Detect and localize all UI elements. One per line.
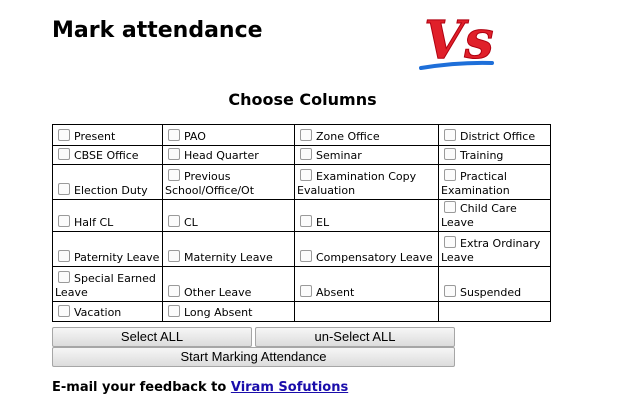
column-checkbox[interactable] bbox=[168, 148, 180, 160]
column-label: Practical Examination bbox=[441, 170, 510, 197]
column-cell bbox=[295, 232, 439, 267]
column-cell bbox=[439, 125, 551, 146]
column-cell bbox=[295, 267, 439, 302]
columns-row bbox=[53, 267, 551, 302]
column-label: Maternity Leave bbox=[184, 251, 273, 264]
vs-logo bbox=[418, 8, 498, 72]
columns-row bbox=[53, 200, 551, 232]
column-label: Election Duty bbox=[74, 184, 148, 197]
page-title: Mark attendance bbox=[52, 18, 263, 43]
column-cell bbox=[163, 146, 295, 165]
columns-row bbox=[53, 302, 551, 322]
column-cell bbox=[295, 125, 439, 146]
column-label: Extra Ordinary Leave bbox=[441, 237, 541, 264]
column-label: Long Absent bbox=[184, 306, 253, 319]
column-label: Half CL bbox=[74, 216, 114, 229]
column-checkbox[interactable] bbox=[58, 148, 70, 160]
column-checkbox[interactable] bbox=[58, 250, 70, 262]
column-checkbox[interactable] bbox=[300, 250, 312, 262]
column-cell bbox=[439, 165, 551, 200]
column-cell bbox=[53, 125, 163, 146]
column-checkbox[interactable] bbox=[300, 215, 312, 227]
column-cell bbox=[295, 146, 439, 165]
column-label: Absent bbox=[316, 286, 355, 299]
column-label: Child Care Leave bbox=[441, 202, 517, 229]
start-marking-button[interactable]: Start Marking Attendance bbox=[52, 347, 455, 367]
column-checkbox[interactable] bbox=[444, 285, 456, 297]
column-checkbox[interactable] bbox=[444, 129, 456, 141]
column-cell bbox=[53, 165, 163, 200]
column-label: Head Quarter bbox=[184, 149, 259, 162]
column-label: District Office bbox=[460, 130, 536, 143]
column-cell bbox=[439, 200, 551, 232]
column-checkbox[interactable] bbox=[444, 148, 456, 160]
column-label: Present bbox=[74, 130, 116, 143]
column-cell bbox=[439, 146, 551, 165]
column-checkbox[interactable] bbox=[168, 285, 180, 297]
column-label: Vacation bbox=[74, 306, 122, 319]
column-cell bbox=[163, 165, 295, 200]
column-checkbox[interactable] bbox=[444, 201, 456, 213]
column-checkbox[interactable] bbox=[58, 305, 70, 317]
column-cell bbox=[295, 302, 439, 322]
column-label: CBSE Office bbox=[74, 149, 139, 162]
column-checkbox[interactable] bbox=[300, 169, 312, 181]
column-checkbox[interactable] bbox=[58, 271, 70, 283]
column-cell bbox=[439, 302, 551, 322]
column-cell bbox=[163, 232, 295, 267]
column-label: Zone Office bbox=[316, 130, 380, 143]
column-checkbox[interactable] bbox=[168, 215, 180, 227]
column-checkbox[interactable] bbox=[58, 129, 70, 141]
feedback-text: E-mail your feedback to bbox=[52, 380, 231, 395]
columns-row bbox=[53, 146, 551, 165]
column-checkbox[interactable] bbox=[168, 250, 180, 262]
column-cell bbox=[295, 165, 439, 200]
column-label: CL bbox=[184, 216, 198, 229]
column-cell bbox=[163, 302, 295, 322]
column-label: Previous School/Office/Ot bbox=[165, 170, 255, 197]
column-cell bbox=[439, 267, 551, 302]
choose-columns-heading: Choose Columns bbox=[228, 90, 377, 109]
column-checkbox[interactable] bbox=[58, 215, 70, 227]
columns-row bbox=[53, 232, 551, 267]
columns-table bbox=[52, 124, 551, 322]
columns-row bbox=[53, 165, 551, 200]
column-checkbox[interactable] bbox=[168, 169, 180, 181]
feedback-line bbox=[52, 380, 348, 395]
column-label: PAO bbox=[184, 130, 206, 143]
feedback-link[interactable]: Viram Sofutions bbox=[230, 380, 349, 395]
column-cell bbox=[163, 267, 295, 302]
column-label: Seminar bbox=[316, 149, 362, 162]
select-all-button[interactable]: Select ALL bbox=[52, 327, 252, 347]
column-cell bbox=[439, 232, 551, 267]
column-label: Training bbox=[460, 149, 504, 162]
column-cell bbox=[53, 302, 163, 322]
column-checkbox[interactable] bbox=[444, 169, 456, 181]
column-label: EL bbox=[316, 216, 330, 229]
column-checkbox[interactable] bbox=[58, 183, 70, 195]
column-checkbox[interactable] bbox=[168, 129, 180, 141]
column-label: Other Leave bbox=[184, 286, 252, 299]
column-cell bbox=[53, 146, 163, 165]
column-cell bbox=[53, 200, 163, 232]
unselect-all-button[interactable]: un-Select ALL bbox=[255, 327, 455, 347]
column-label: Paternity Leave bbox=[74, 251, 160, 264]
column-label: Special Earned Leave bbox=[55, 272, 156, 299]
logo-text: Vs bbox=[424, 10, 494, 71]
column-checkbox[interactable] bbox=[300, 129, 312, 141]
column-cell bbox=[53, 267, 163, 302]
column-checkbox[interactable] bbox=[444, 236, 456, 248]
column-checkbox[interactable] bbox=[300, 285, 312, 297]
columns-row bbox=[53, 125, 551, 146]
column-checkbox[interactable] bbox=[300, 148, 312, 160]
column-label: Examination Copy Evaluation bbox=[297, 170, 417, 197]
column-cell bbox=[295, 200, 439, 232]
column-label: Suspended bbox=[460, 286, 522, 299]
column-cell bbox=[163, 200, 295, 232]
column-cell bbox=[163, 125, 295, 146]
column-checkbox[interactable] bbox=[168, 305, 180, 317]
column-label: Compensatory Leave bbox=[316, 251, 433, 264]
column-cell bbox=[53, 232, 163, 267]
